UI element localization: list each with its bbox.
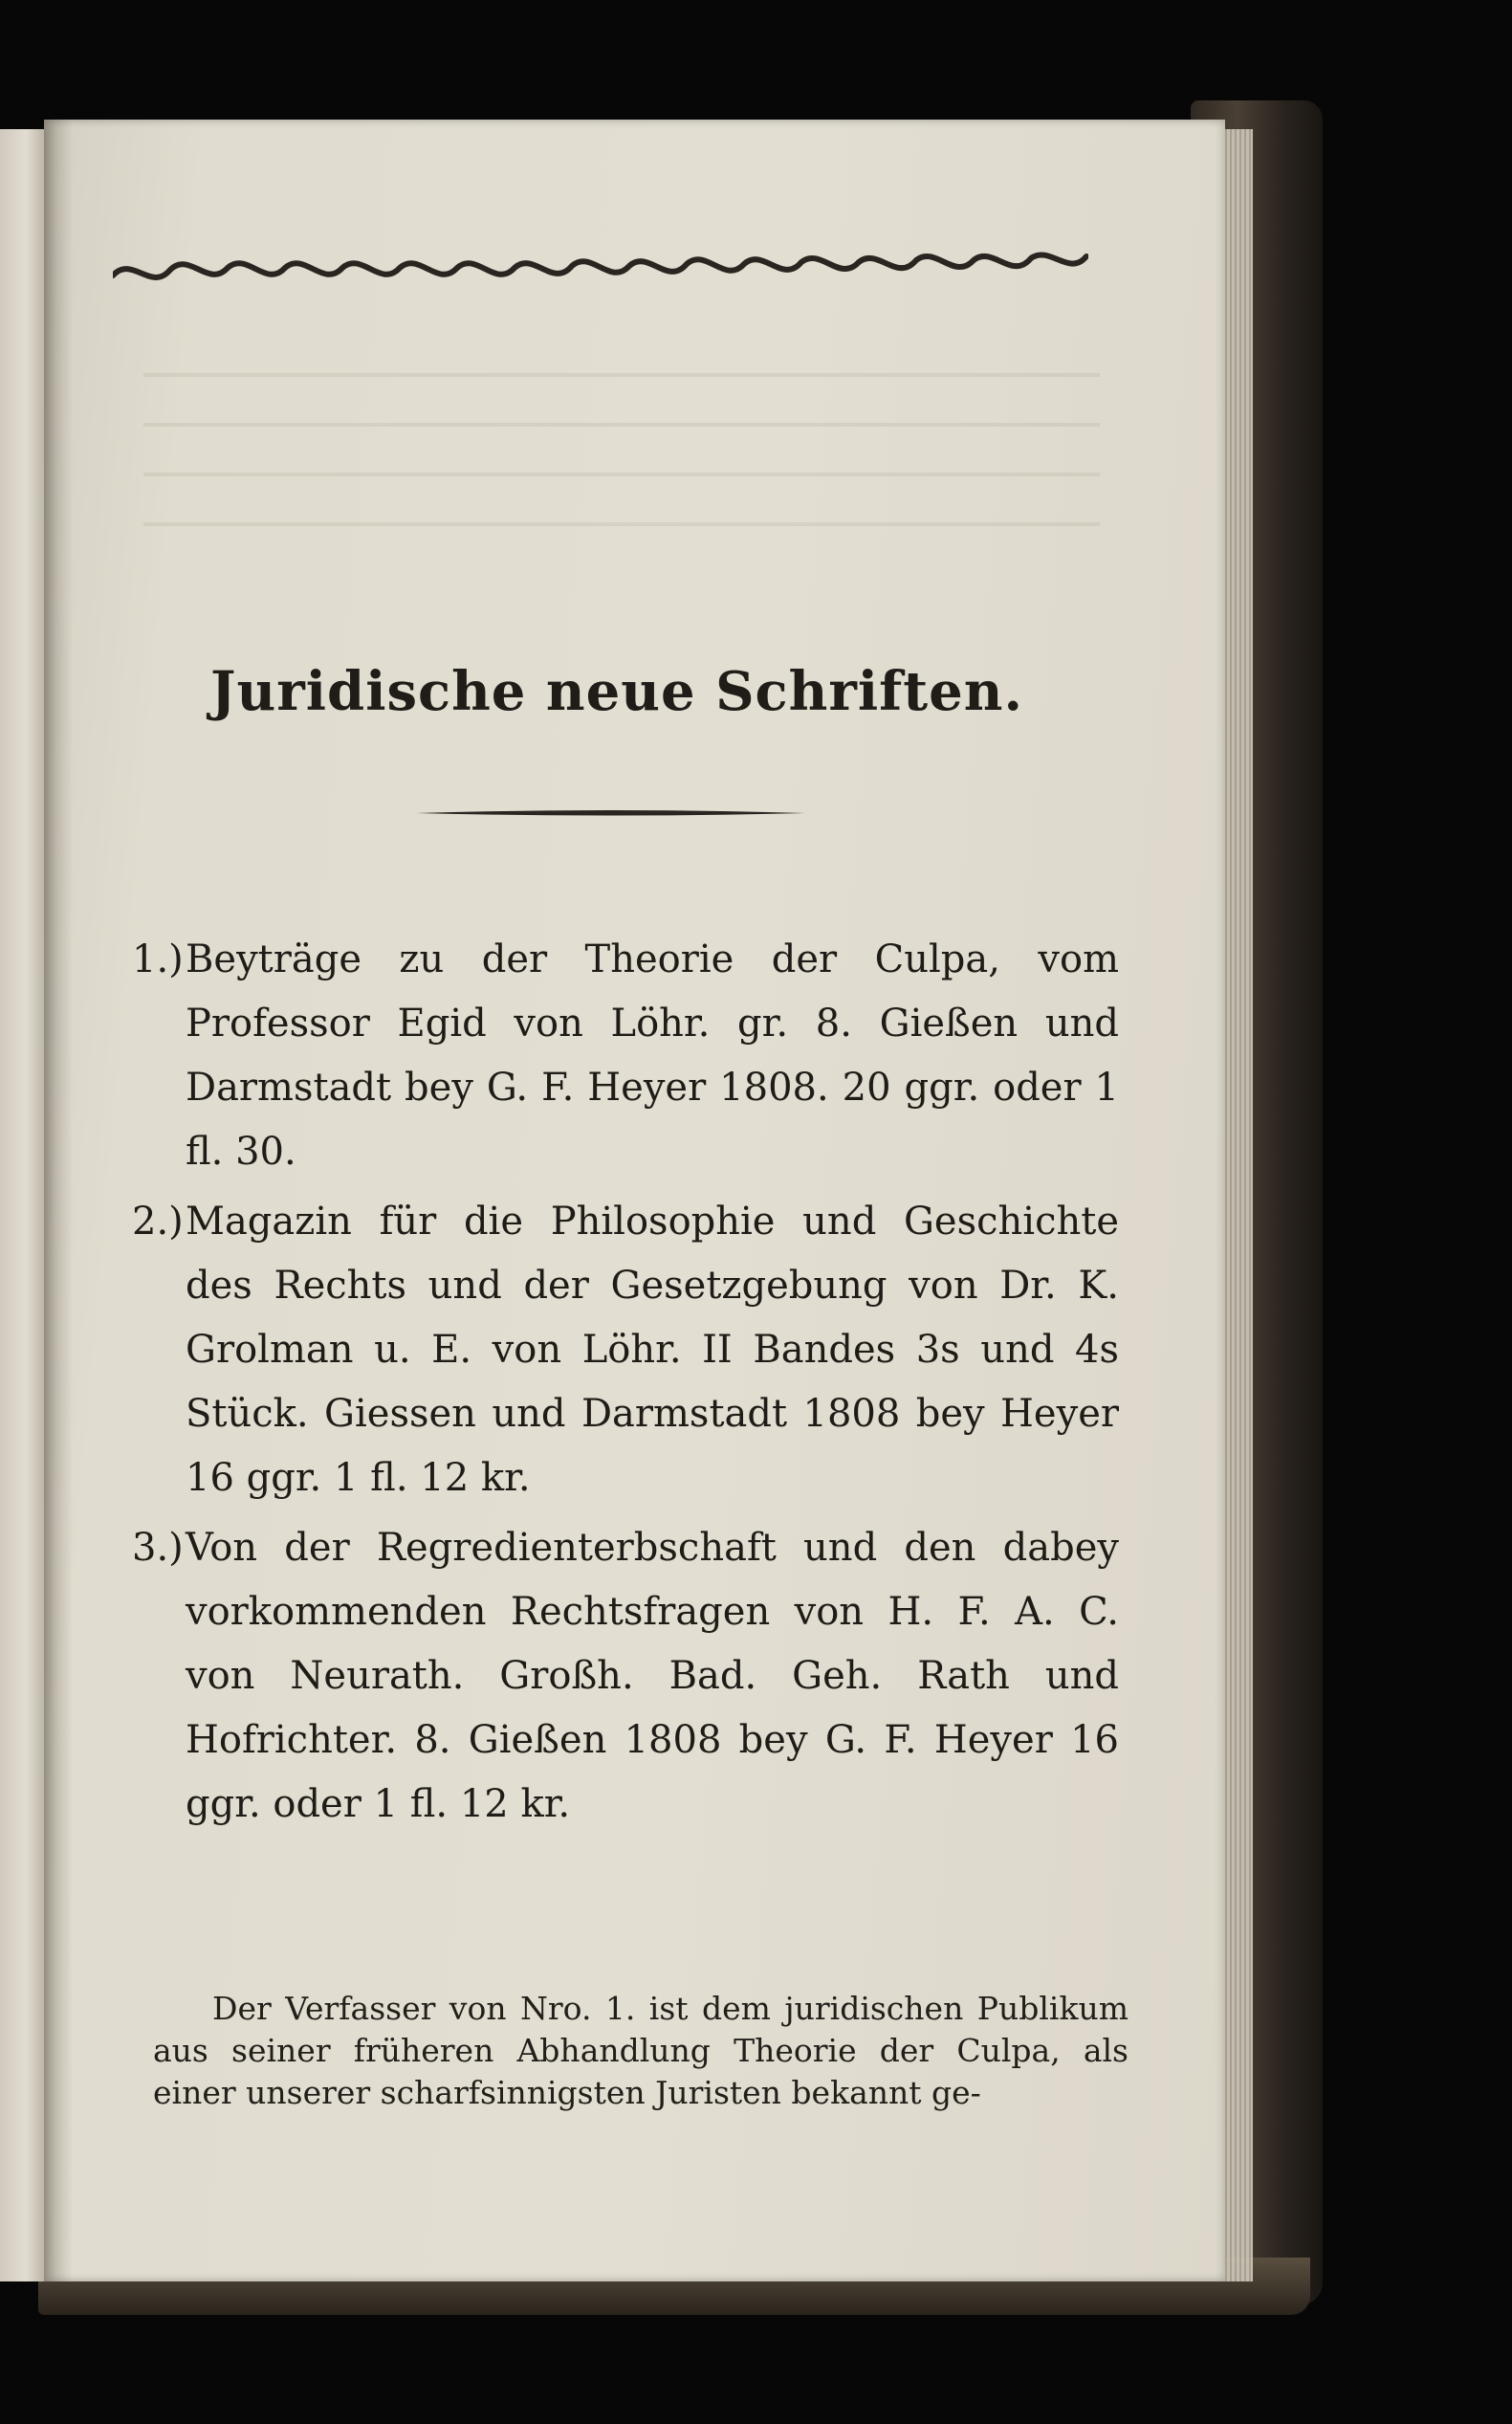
list-item bbox=[124, 1190, 1119, 1510]
title-rule bbox=[417, 808, 805, 817]
page-title: Juridische neue Schriften. bbox=[210, 660, 1023, 723]
entry-text: Magazin für die Philosophie und Geschichte des Rechts und der Gesetzgebung von Dr. K. Grolman u. E. von Löhr. II Bandes 3s und 4s Stück. Giessen und Darmstadt 1808 bey Heyer 16 ggr. 1 fl. 12 kr. bbox=[186, 1200, 1119, 1500]
entry-text: Von der Regredienterbschaft und den dabey vorkommenden Rechtsfragen von H. F. A. C. von Neurath. Großh. Bad. Geh. Rath und Hofrichter. 8. Gießen 1808 bey G. F. Heyer 16 ggr. oder 1 fl. 12 kr. bbox=[186, 1526, 1119, 1826]
entry-number: 1.) bbox=[132, 937, 184, 981]
entry-number: 3.) bbox=[132, 1526, 184, 1570]
note-paragraph: Der Verfasser von Nro. 1. ist dem juridischen Publikum aus seiner früheren Abhandlung Theorie der Culpa, als einer unserer scharfsinnigsten Juristen bekannt ge- bbox=[153, 1990, 1129, 2111]
facing-page-edge bbox=[0, 129, 44, 2281]
entry-text: Beyträge zu der Theorie der Culpa, vom Professor Egid von Löhr. gr. 8. Gießen und Darmstadt bey G. F. Heyer 1808. 20 ggr. oder 1 fl. 30. bbox=[186, 937, 1119, 1174]
entry-number: 2.) bbox=[132, 1200, 184, 1244]
show-through bbox=[143, 344, 1100, 536]
entry-list bbox=[124, 928, 1119, 1842]
ornamental-border bbox=[113, 245, 1088, 293]
list-item bbox=[124, 1516, 1119, 1837]
gutter-shadow bbox=[44, 120, 73, 2281]
list-item bbox=[124, 928, 1119, 1184]
